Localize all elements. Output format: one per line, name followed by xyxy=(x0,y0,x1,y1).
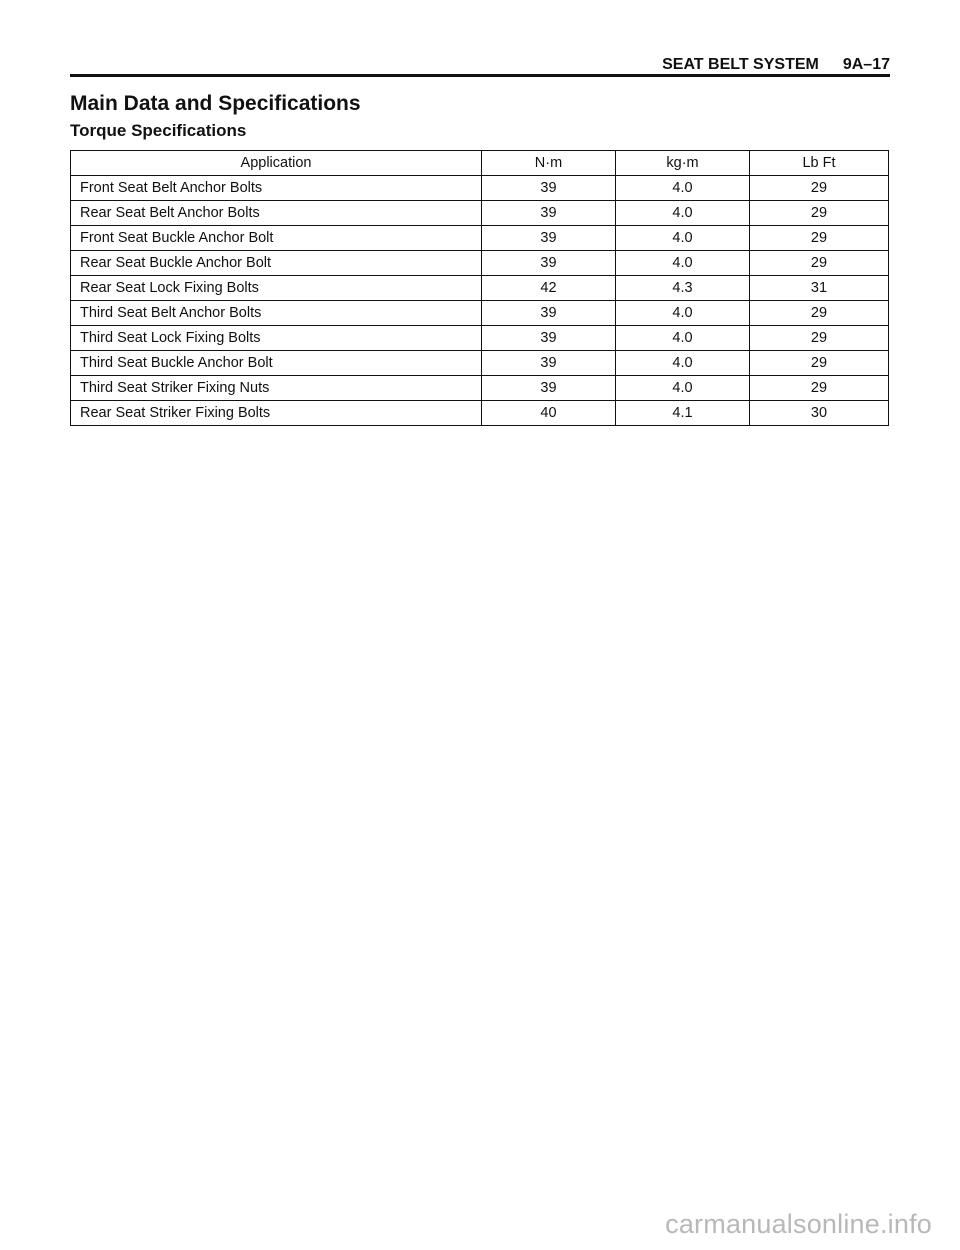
cell-application: Rear Seat Buckle Anchor Bolt xyxy=(71,251,482,276)
cell-application: Third Seat Buckle Anchor Bolt xyxy=(71,351,482,376)
cell-kgm: 4.0 xyxy=(616,351,750,376)
table-row xyxy=(71,376,889,401)
cell-lbft: 29 xyxy=(750,226,889,251)
cell-kgm: 4.0 xyxy=(616,251,750,276)
table-header-row xyxy=(71,151,889,176)
cell-lbft: 29 xyxy=(750,326,889,351)
cell-kgm: 4.0 xyxy=(616,376,750,401)
cell-application: Third Seat Striker Fixing Nuts xyxy=(71,376,482,401)
table-row xyxy=(71,326,889,351)
cell-nm: 39 xyxy=(482,176,616,201)
cell-kgm: 4.0 xyxy=(616,301,750,326)
cell-lbft: 29 xyxy=(750,351,889,376)
cell-kgm: 4.3 xyxy=(616,276,750,301)
cell-nm: 39 xyxy=(482,251,616,276)
cell-application: Third Seat Lock Fixing Bolts xyxy=(71,326,482,351)
cell-nm: 39 xyxy=(482,201,616,226)
watermark: carmanualsonline.info xyxy=(665,1209,932,1239)
cell-application: Rear Seat Lock Fixing Bolts xyxy=(71,276,482,301)
page-number: 9A–17 xyxy=(842,56,890,73)
cell-lbft: 29 xyxy=(750,251,889,276)
cell-nm: 39 xyxy=(482,351,616,376)
table-row xyxy=(71,301,889,326)
cell-nm: 42 xyxy=(482,276,616,301)
cell-kgm: 4.1 xyxy=(616,401,750,426)
cell-lbft: 30 xyxy=(750,401,889,426)
cell-lbft: 29 xyxy=(750,376,889,401)
cell-lbft: 29 xyxy=(750,176,889,201)
column-header-nm: N·m xyxy=(482,151,616,176)
cell-application: Third Seat Belt Anchor Bolts xyxy=(71,301,482,326)
cell-application: Rear Seat Belt Anchor Bolts xyxy=(71,201,482,226)
table-row xyxy=(71,201,889,226)
cell-nm: 39 xyxy=(482,301,616,326)
cell-application: Front Seat Belt Anchor Bolts xyxy=(71,176,482,201)
cell-nm: 39 xyxy=(482,226,616,251)
table-row xyxy=(71,176,889,201)
table-row xyxy=(71,401,889,426)
column-header-kgm: kg·m xyxy=(616,151,750,176)
table-row xyxy=(71,351,889,376)
table-row xyxy=(71,276,889,301)
table-row xyxy=(71,226,889,251)
section-title: SEAT BELT SYSTEM xyxy=(662,56,819,73)
sub-title: Torque Specifications xyxy=(70,121,247,140)
column-header-application: Application xyxy=(71,151,482,176)
cell-lbft: 29 xyxy=(750,201,889,226)
cell-nm: 39 xyxy=(482,326,616,351)
main-title: Main Data and Specifications xyxy=(70,92,361,115)
table-row xyxy=(71,251,889,276)
header-rule xyxy=(70,74,890,77)
running-header xyxy=(662,56,890,74)
cell-kgm: 4.0 xyxy=(616,201,750,226)
cell-application: Front Seat Buckle Anchor Bolt xyxy=(71,226,482,251)
cell-application: Rear Seat Striker Fixing Bolts xyxy=(71,401,482,426)
torque-spec-table xyxy=(70,150,889,426)
cell-kgm: 4.0 xyxy=(616,176,750,201)
cell-lbft: 29 xyxy=(750,301,889,326)
cell-kgm: 4.0 xyxy=(616,326,750,351)
cell-lbft: 31 xyxy=(750,276,889,301)
cell-nm: 40 xyxy=(482,401,616,426)
cell-kgm: 4.0 xyxy=(616,226,750,251)
cell-nm: 39 xyxy=(482,376,616,401)
column-header-lbft: Lb Ft xyxy=(750,151,889,176)
